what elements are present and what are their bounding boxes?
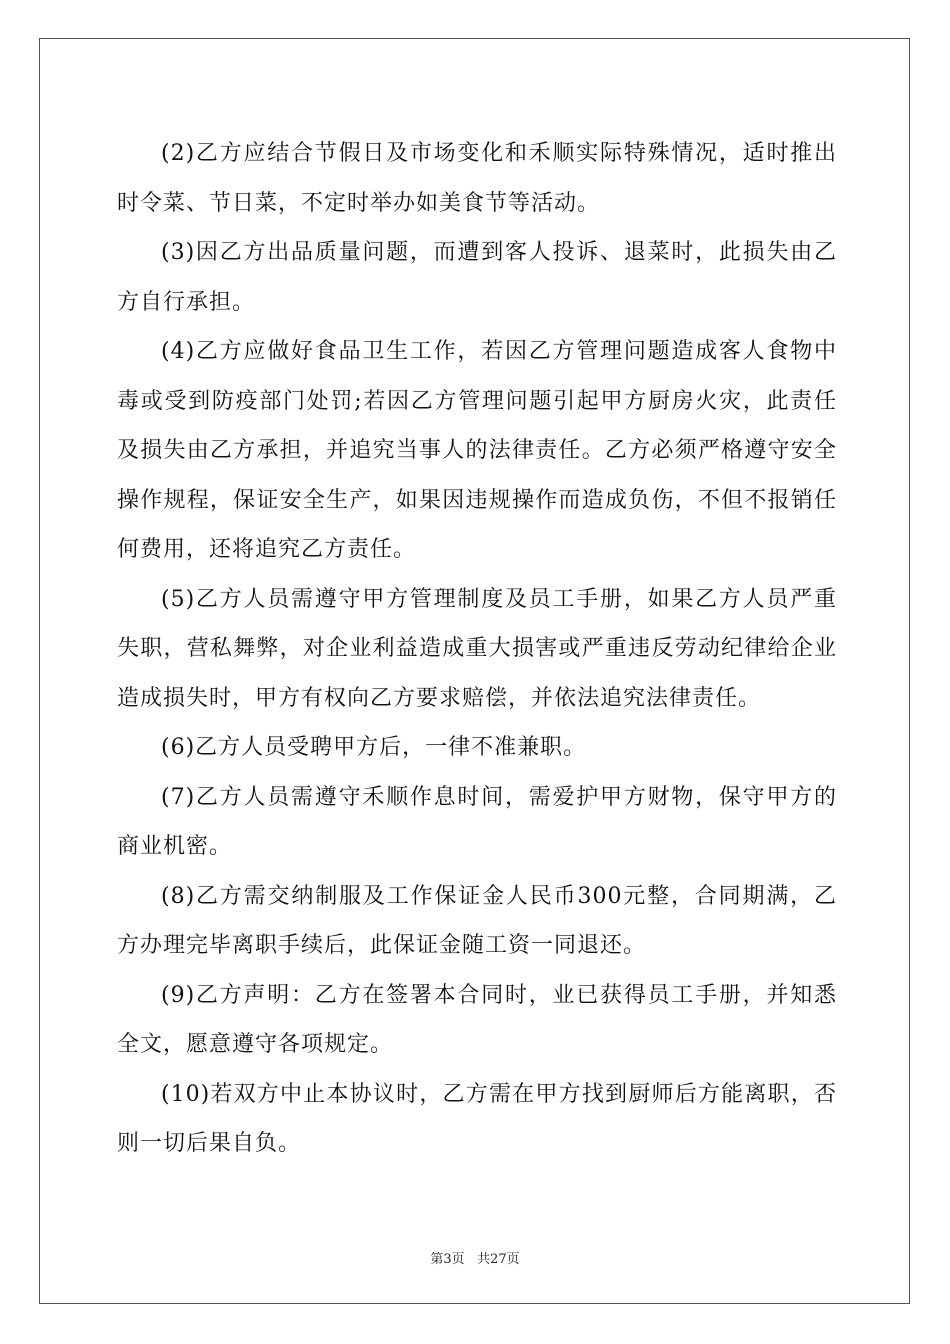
page-number: 第3页 (430, 1252, 465, 1267)
document-body (117, 129, 837, 1169)
clause-4: (4)乙方应做好食品卫生工作，若因乙方管理问题造成客人食物中毒或受到防疫部门处罚;若因乙方管理问题引起甲方厨房火灾，此责任及损失由乙方承担，并追究当事人的法律责任。乙方必须严格遵守安全操作规程，保证安全生产，如果因违规操作而造成负伤，不但不报销任何费用，还将追究乙方责任。 (117, 339, 837, 562)
page-footer (0, 1248, 950, 1267)
clause-9: (9)乙方声明：乙方在签署本合同时，业已获得员工手册，并知悉全文，愿意遵守各项规定。 (117, 982, 837, 1057)
total-pages: 共27页 (477, 1252, 520, 1267)
clause-6: (6)乙方人员受聘甲方后，一律不准兼职。 (161, 735, 587, 760)
clause-7: (7)乙方人员需遵守禾顺作息时间，需爱护甲方财物，保守甲方的商业机密。 (117, 784, 837, 859)
clause-2: (2)乙方应结合节假日及市场变化和禾顺实际特殊情况，适时推出时令菜、节日菜，不定时举办如美食节等活动。 (117, 141, 837, 216)
clause-10: (10)若双方中止本协议时，乙方需在甲方找到厨师后方能离职，否则一切后果自负。 (117, 1081, 837, 1156)
clause-5: (5)乙方人员需遵守甲方管理制度及员工手册，如果乙方人员严重失职，营私舞弊，对企业利益造成重大损害或严重违反劳动纪律给企业造成损失时，甲方有权向乙方要求赔偿，并依法追究法律责任。 (117, 586, 837, 711)
clause-3: (3)因乙方出品质量问题，而遭到客人投诉、退菜时，此损失由乙方自行承担。 (117, 240, 837, 315)
clause-8: (8)乙方需交纳制服及工作保证金人民币300元整，合同期满，乙方办理完毕离职手续后，此保证金随工资一同退还。 (117, 883, 837, 958)
